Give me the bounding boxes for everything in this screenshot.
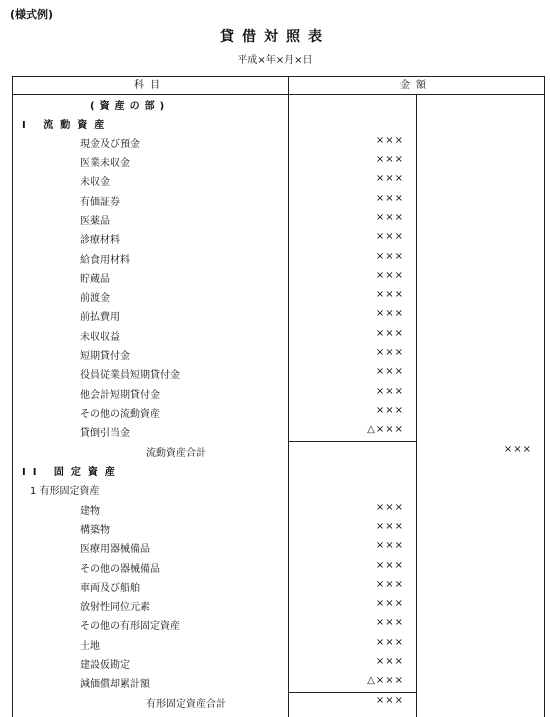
table-row	[0, 228, 550, 247]
account-label: 医薬品	[80, 216, 110, 227]
table-row	[0, 344, 550, 363]
table-row	[0, 672, 550, 691]
account-label: 未収金	[80, 177, 110, 188]
account-label: 貯蔵品	[80, 274, 110, 285]
account-label: その他の有形固定資産	[80, 621, 180, 632]
table-top-border	[12, 76, 544, 77]
amount-value: ×××	[375, 231, 404, 242]
account-label: 建物	[80, 506, 100, 517]
table-row	[0, 614, 550, 633]
table-row	[0, 132, 550, 151]
table-row	[0, 653, 550, 672]
subtotal-row-tangible-assets	[0, 692, 550, 711]
amount-value: ×××	[375, 173, 404, 184]
amount-value: ×××	[375, 617, 404, 628]
table-row	[0, 499, 550, 518]
table-row	[0, 363, 550, 382]
subtotal-value: ×××	[503, 444, 532, 455]
table-row	[0, 170, 550, 189]
account-label: 構築物	[80, 525, 110, 536]
account-label: 現金及び預金	[80, 139, 140, 150]
table-row	[0, 576, 550, 595]
subsection-row	[0, 479, 550, 498]
table-row	[0, 595, 550, 614]
amount-value: ×××	[375, 154, 404, 165]
amount-value: ×××	[375, 405, 404, 416]
amount-value: ×××	[375, 560, 404, 571]
amount-value: ×××	[375, 347, 404, 358]
section-row	[0, 460, 550, 479]
account-label: その他の器械備品	[80, 564, 160, 575]
table-row	[0, 190, 550, 209]
assets-part-row	[0, 94, 550, 113]
amount-value: ×××	[375, 502, 404, 513]
amount-value: ×××	[375, 328, 404, 339]
subtotal-row-current-assets	[0, 441, 550, 460]
amount-value: ×××	[375, 366, 404, 377]
document-date: 平成×年×月×日	[237, 55, 313, 66]
section-label-current-assets: I 流動資産	[22, 120, 112, 131]
table-row	[0, 267, 550, 286]
amount-value: ×××	[375, 270, 404, 281]
amount-value: △×××	[367, 424, 404, 435]
amount-value: ×××	[375, 308, 404, 319]
table-row	[0, 151, 550, 170]
account-label: 短期貸付金	[80, 351, 130, 362]
amount-value: ×××	[375, 540, 404, 551]
amount-value: ×××	[375, 251, 404, 262]
subtotal-label: 流動資産合計	[146, 448, 206, 459]
account-label: 給食用材料	[80, 255, 130, 266]
account-label: 土地	[80, 641, 100, 652]
document-title: 貸借対照表	[220, 29, 330, 45]
account-label: 車両及び船舶	[80, 583, 140, 594]
section-row	[0, 113, 550, 132]
account-label: 前渡金	[80, 293, 110, 304]
table-row	[0, 557, 550, 576]
amount-value: ×××	[375, 289, 404, 300]
account-label: 放射性同位元素	[80, 602, 150, 613]
account-label: 医業未収金	[80, 158, 130, 169]
amount-value: ×××	[375, 212, 404, 223]
account-label: 診療材料	[80, 235, 120, 246]
table-row	[0, 383, 550, 402]
table-row	[0, 209, 550, 228]
amount-value: ×××	[375, 193, 404, 204]
table-row	[0, 402, 550, 421]
sample-label: (様式例)	[10, 8, 54, 21]
subtotal-value: ×××	[375, 695, 404, 706]
account-label: 減価償却累計額	[80, 679, 150, 690]
table-row	[0, 305, 550, 324]
table-row	[0, 518, 550, 537]
table-row	[0, 537, 550, 556]
table-row	[0, 634, 550, 653]
account-label: 前払費用	[80, 312, 120, 323]
table-row	[0, 248, 550, 267]
table-row	[0, 421, 550, 440]
account-label: 未収収益	[80, 332, 120, 343]
assets-part-label: (資産の部)	[90, 101, 170, 112]
account-label: 役員従業員短期貸付金	[80, 370, 180, 381]
table-row	[0, 325, 550, 344]
account-label: 医療用器械備品	[80, 544, 150, 555]
account-label: その他の流動資産	[80, 409, 160, 420]
account-label: 貸倒引当金	[80, 428, 130, 439]
account-label: 他会計短期貸付金	[80, 390, 160, 401]
subsection-label-tangible: 1 有形固定資産	[30, 486, 100, 497]
amount-value: ×××	[375, 521, 404, 532]
amount-value: ×××	[375, 656, 404, 667]
section-label-fixed-assets: II 固定資産	[22, 467, 122, 478]
amount-value: ×××	[375, 386, 404, 397]
column-header-amount: 金額	[400, 80, 432, 91]
account-label: 建設仮勘定	[80, 660, 130, 671]
amount-value: ×××	[375, 579, 404, 590]
amount-value: ×××	[375, 598, 404, 609]
table-row	[0, 286, 550, 305]
amount-value: ×××	[375, 135, 404, 146]
amount-value: ×××	[375, 637, 404, 648]
subtotal-label: 有形固定資産合計	[146, 699, 226, 710]
column-header-account: 科目	[134, 80, 166, 91]
amount-value: △×××	[367, 675, 404, 686]
account-label: 有価証券	[80, 197, 120, 208]
